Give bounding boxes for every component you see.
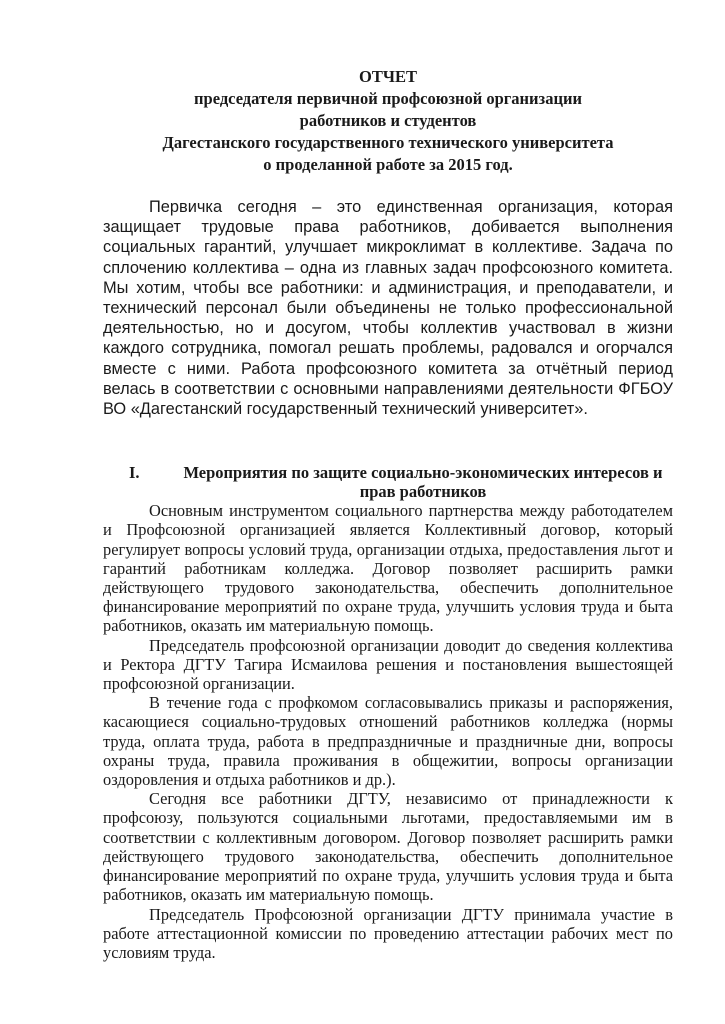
body-paragraph-2: Председатель профсоюзной организации доводит до сведения коллектива и Ректора ДГТУ Тагира Исмаилова решения и постановления вышестоящей профсоюзной организации. — [103, 635, 673, 694]
title-line-4: Дагестанского государственного технического университета — [162, 133, 614, 152]
section-title-line-2: прав работников — [359, 482, 487, 502]
section-heading — [103, 463, 673, 501]
title-line-5: о проделанной работе за 2015 год. — [263, 155, 513, 174]
body-paragraph-5: Председатель Профсоюзной организации ДГТУ принимала участие в работе аттестационной комиссии по проведению аттестации рабочих мест по условиям труда. — [103, 904, 673, 962]
section-title — [173, 463, 673, 501]
body-paragraph-4: Сегодня все работники ДГТУ, независимо от принадлежности к профсоюзу, пользуются социальными льготами, предоставляемыми им в соответствии с коллективным договором. Договор позволяет расширить рамки действующего трудового законодательства, обеспечить дополнительное финансирование мероприятий по охране труда, улучшить условия труда и быта работников, оказать им материальную помощь. — [103, 789, 673, 905]
intro-paragraph: Первичка сегодня – это единственная организация, которая защищает трудовые права работников, добивается выполнения социальных гарантий, улучшает микроклимат в коллективе. Задача по сплочению коллектива – одна из главных задач профсоюзного комитета. Мы хотим, чтобы все работники: и администрация, и преподаватели, и технический персонал были объединены не только профессиональной деятельностью, но и досугом, чтобы коллектив участвовал в жизни каждого сотрудника, помогал решать проблемы, радовался и огорчался вместе с ними. Работа профсоюзного комитета за отчётный период велась в соответствии с основными направлениями деятельности ФГБОУ ВО «Дагестанский государственный технический университет». — [103, 198, 673, 419]
title-line-3: работников и студентов — [299, 111, 477, 130]
title-line-2: председателя первичной профсоюзной организации — [194, 89, 582, 108]
document-title — [103, 66, 673, 176]
document-page — [103, 66, 673, 962]
section-number: I. — [129, 463, 140, 483]
title-line-1: ОТЧЕТ — [359, 67, 417, 86]
section-title-line-1: Мероприятия по защите социально-экономических интересов и — [183, 463, 663, 483]
body-paragraph-3: В течение года с профкомом согласовывались приказы и распоряжения, касающиеся социально-трудовых отношений работников колледжа (нормы труда, оплата труда, работа в предпраздничные и праздничные дни, вопросы охраны труда, правила проживания в общежитии, вопросы организации оздоровления и отдыха работников и др.). — [103, 693, 673, 790]
body-paragraph-1: Основным инструментом социального партнерства между работодателем и Профсоюзной организацией является Коллективный договор, который регулирует вопросы условий труда, организации отдыха, предоставления льгот и гарантий работникам колледжа. Договор позволяет расширить рамки действующего трудового законодательства, обеспечить дополнительное финансирование мероприятий по охране труда, улучшить условия труда и быта работников, оказать им материальную помощь. — [103, 501, 673, 636]
